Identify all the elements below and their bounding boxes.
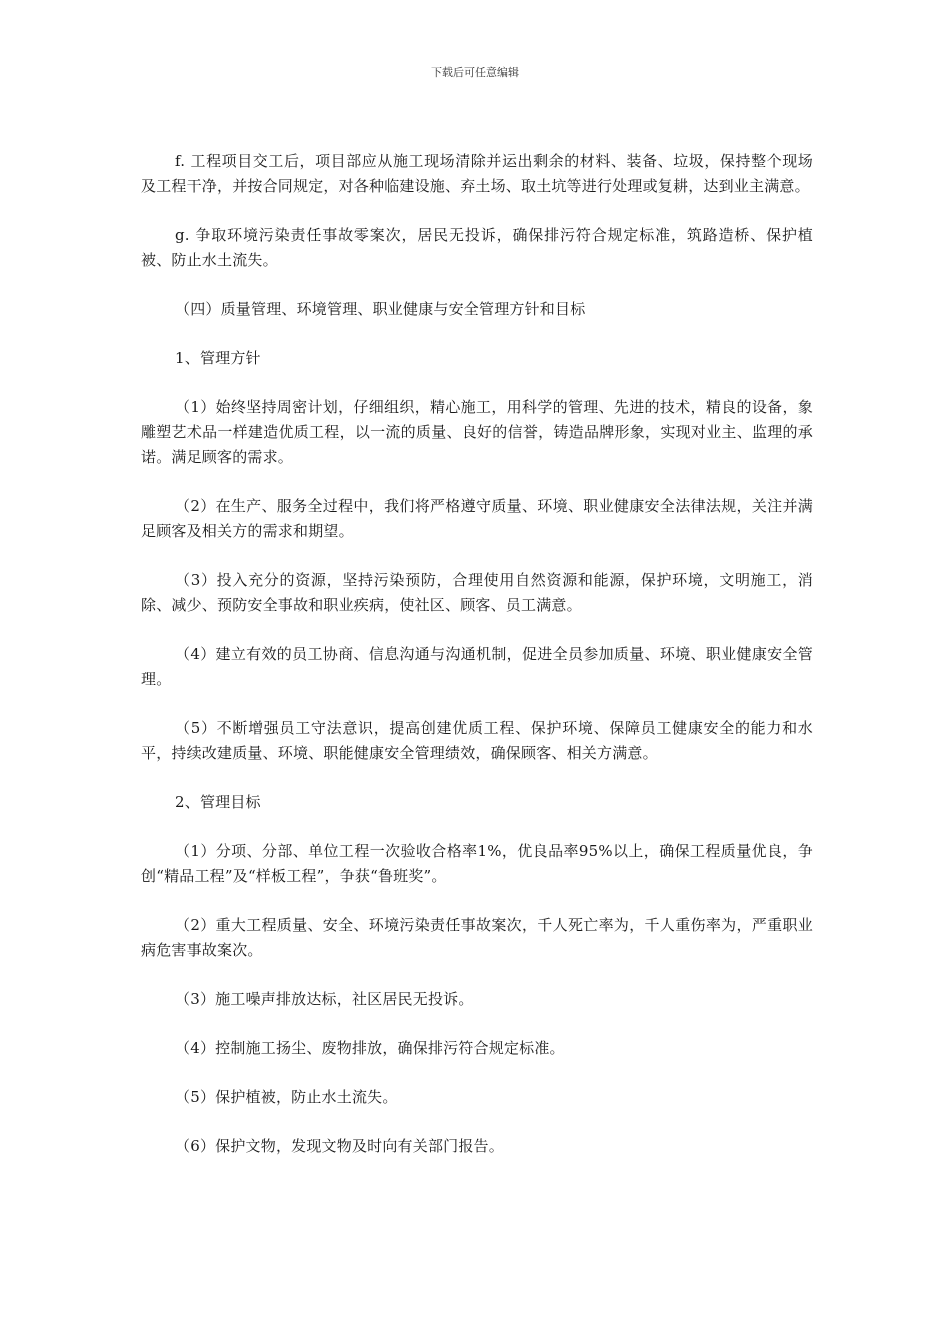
paragraph-f: f. 工程项目交工后，项目部应从施工现场清除并运出剩余的材料、装备、垃圾，保持整个现场及工程干净，并按合同规定，对各种临建设施、弃土场、取土坑等进行处理或复耕，达到业主满意。 xyxy=(141,152,813,195)
page-header: 下载后可任意编辑 xyxy=(431,66,519,79)
goal-item-3: （3）施工噪声排放达标，社区居民无投诉。 xyxy=(175,990,474,1008)
policy-item-5: （5）不断增强员工守法意识，提高创建优质工程、保护环境、保障员工健康安全的能力和水平，持续改建质量、环境、职能健康安全管理绩效，确保顾客、相关方满意。 xyxy=(141,719,813,762)
paragraph-g: g. 争取环境污染责任事故零案次，居民无投诉，确保排污符合规定标准，筑路造桥、保护植被、防止水土流失。 xyxy=(141,226,813,269)
goal-item-1: （1）分项、分部、单位工程一次验收合格率1%，优良品率95%以上，确保工程质量优良，争创“精品工程”及“样板工程”，争获“鲁班奖”。 xyxy=(141,842,813,885)
subheading-goals: 2、管理目标 xyxy=(175,793,261,811)
document-body xyxy=(141,149,813,1183)
goal-item-2: （2）重大工程质量、安全、环境污染责任事故案次，千人死亡率为，千人重伤率为，严重职业病危害事故案次。 xyxy=(141,916,813,959)
policy-item-1: （1）始终坚持周密计划，仔细组织，精心施工，用科学的管理、先进的技术，精良的设备，象雕塑艺术品一样建造优质工程，以一流的质量、良好的信誉，铸造品牌形象，实现对业主、监理的承诺。满足顾客的需求。 xyxy=(141,398,813,466)
goal-item-4: （4）控制施工扬尘、废物排放，确保排污符合规定标准。 xyxy=(175,1039,565,1057)
goal-item-5: （5）保护植被，防止水土流失。 xyxy=(175,1088,398,1106)
goal-item-6: （6）保护文物，发现文物及时向有关部门报告。 xyxy=(175,1137,504,1155)
policy-item-2: （2）在生产、服务全过程中，我们将严格遵守质量、环境、职业健康安全法律法规，关注并满足顾客及相关方的需求和期望。 xyxy=(141,497,813,540)
section-heading: （四）质量管理、环境管理、职业健康与安全管理方针和目标 xyxy=(175,300,586,318)
policy-item-3: （3）投入充分的资源，坚持污染预防，合理使用自然资源和能源，保护环境，文明施工，消除、减少、预防安全事故和职业疾病，使社区、顾客、员工满意。 xyxy=(141,571,813,614)
policy-item-4: （4）建立有效的员工协商、信息沟通与沟通机制，促进全员参加质量、环境、职业健康安全管理。 xyxy=(141,645,813,688)
subheading-policy: 1、管理方针 xyxy=(175,349,261,367)
